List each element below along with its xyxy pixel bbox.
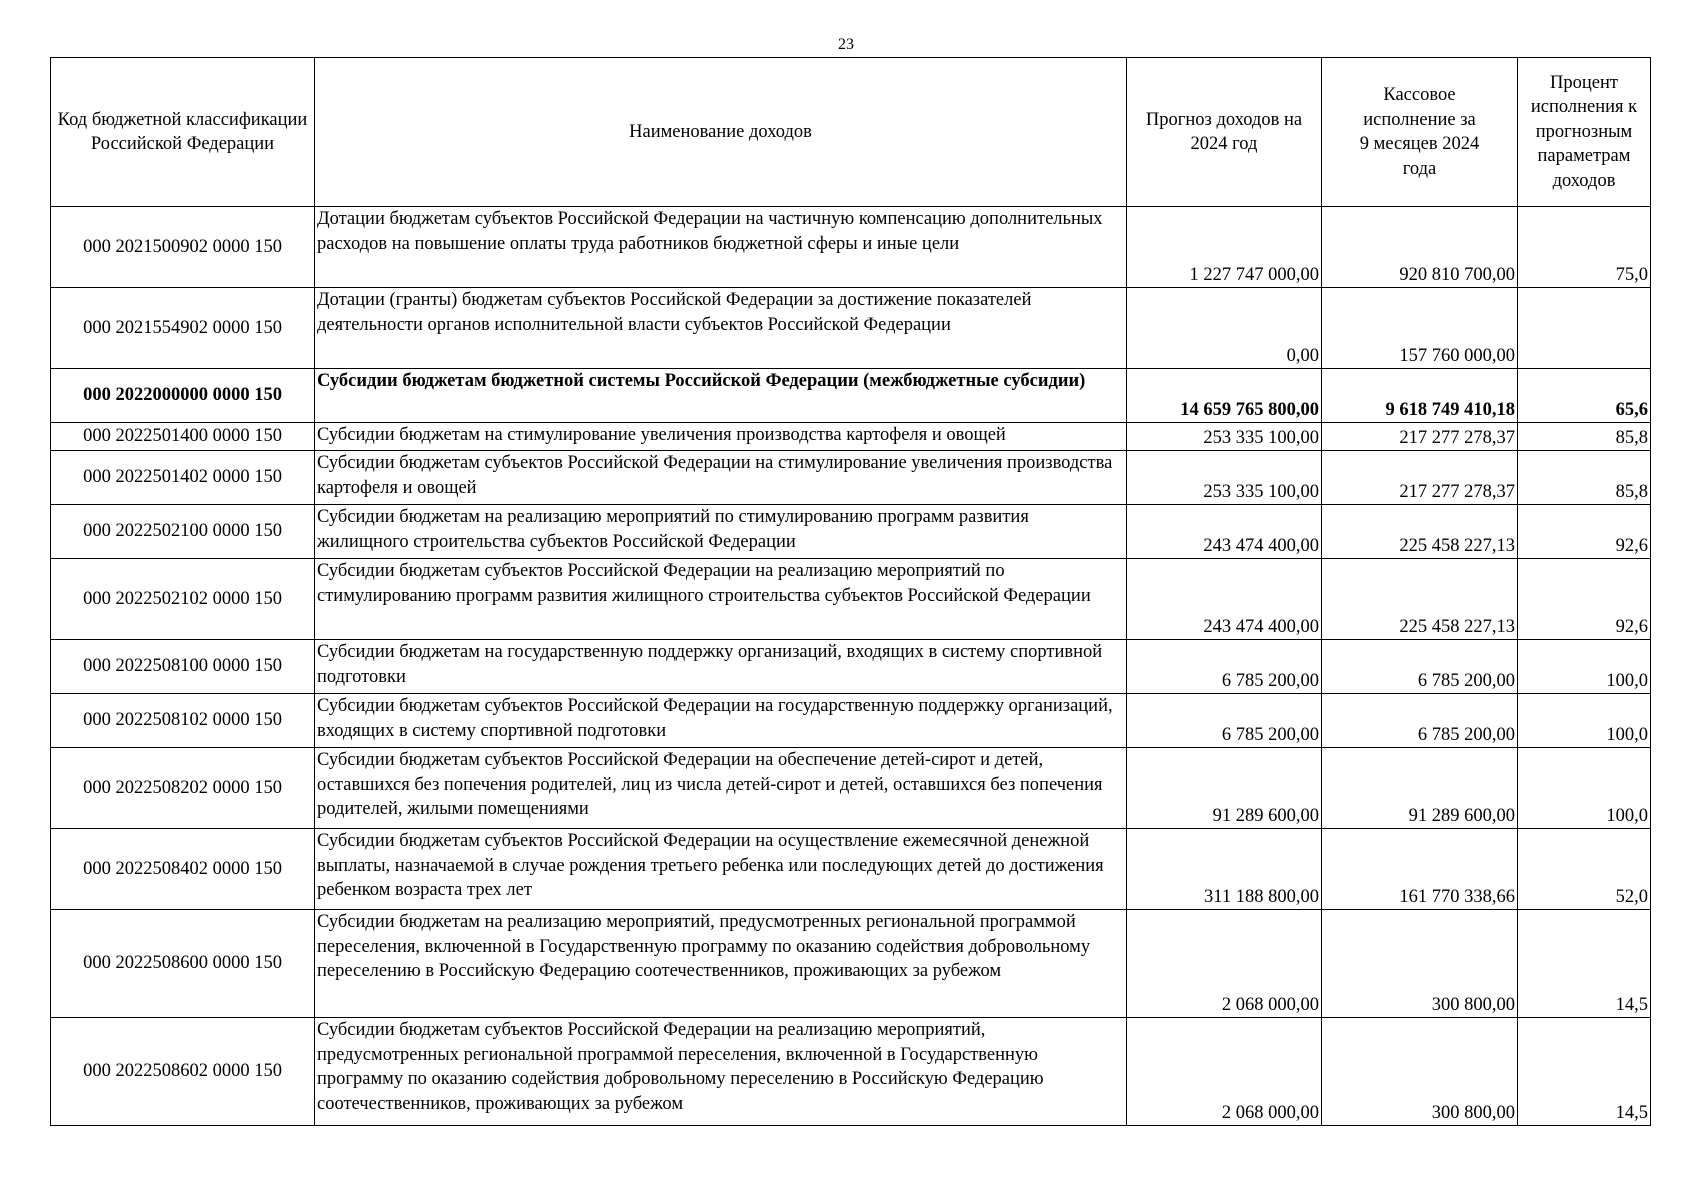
percent-cell: 75,0 xyxy=(1518,207,1651,288)
table-row xyxy=(51,910,1651,1018)
table-row xyxy=(51,288,1651,369)
percent-cell: 100,0 xyxy=(1518,640,1651,694)
header-name: Наименование доходов xyxy=(315,58,1127,207)
revenue-table xyxy=(50,57,1651,1126)
revenue-name-cell: Субсидии бюджетам бюджетной системы Российской Федерации (межбюджетные субсидии) xyxy=(315,369,1127,423)
percent-cell: 92,6 xyxy=(1518,559,1651,640)
header-row xyxy=(51,58,1651,207)
forecast-cell: 311 188 800,00 xyxy=(1127,829,1322,910)
table-row xyxy=(51,748,1651,829)
revenue-name-cell: Субсидии бюджетам субъектов Российской Федерации на реализацию мероприятий по стимулированию программ развития жилищного строительства субъектов Российской Федерации xyxy=(315,559,1127,640)
revenue-name-cell: Субсидии бюджетам субъектов Российской Федерации на стимулирование увеличения производства картофеля и овощей xyxy=(315,451,1127,505)
header-forecast: Прогноз доходов на 2024 год xyxy=(1127,58,1322,207)
execution-cell: 91 289 600,00 xyxy=(1322,748,1518,829)
revenue-name-cell: Субсидии бюджетам на стимулирование увеличения производства картофеля и овощей xyxy=(315,423,1127,451)
budget-code-cell: 000 2022508102 0000 150 xyxy=(51,694,315,748)
forecast-cell: 253 335 100,00 xyxy=(1127,423,1322,451)
forecast-cell: 91 289 600,00 xyxy=(1127,748,1322,829)
table-body xyxy=(51,207,1651,1126)
execution-cell: 6 785 200,00 xyxy=(1322,694,1518,748)
forecast-cell: 2 068 000,00 xyxy=(1127,1018,1322,1126)
execution-cell: 300 800,00 xyxy=(1322,910,1518,1018)
percent-cell: 14,5 xyxy=(1518,910,1651,1018)
percent-cell: 85,8 xyxy=(1518,423,1651,451)
execution-cell: 6 785 200,00 xyxy=(1322,640,1518,694)
table-row xyxy=(51,559,1651,640)
budget-code-cell: 000 2022501400 0000 150 xyxy=(51,423,315,451)
budget-code-cell: 000 2022501402 0000 150 xyxy=(51,451,315,505)
budget-code-cell: 000 2022508600 0000 150 xyxy=(51,910,315,1018)
percent-cell: 85,8 xyxy=(1518,451,1651,505)
execution-cell: 225 458 227,13 xyxy=(1322,505,1518,559)
forecast-cell: 253 335 100,00 xyxy=(1127,451,1322,505)
budget-code-cell: 000 2022000000 0000 150 xyxy=(51,369,315,423)
percent-cell: 100,0 xyxy=(1518,694,1651,748)
forecast-cell: 1 227 747 000,00 xyxy=(1127,207,1322,288)
execution-cell: 9 618 749 410,18 xyxy=(1322,369,1518,423)
budget-code-cell: 000 2022508100 0000 150 xyxy=(51,640,315,694)
budget-code-cell: 000 2022502102 0000 150 xyxy=(51,559,315,640)
forecast-cell: 2 068 000,00 xyxy=(1127,910,1322,1018)
revenue-name-cell: Субсидии бюджетам субъектов Российской Федерации на государственную поддержку организаций, входящих в систему спортивной подготовки xyxy=(315,694,1127,748)
revenue-name-cell: Субсидии бюджетам на реализацию мероприятий по стимулированию программ развития жилищного строительства субъектов Российской Федерации xyxy=(315,505,1127,559)
forecast-cell: 243 474 400,00 xyxy=(1127,505,1322,559)
forecast-cell: 14 659 765 800,00 xyxy=(1127,369,1322,423)
table-row xyxy=(51,369,1651,423)
revenue-name-cell: Дотации (гранты) бюджетам субъектов Российской Федерации за достижение показателей деятельности органов исполнительной власти субъектов Российской Федерации xyxy=(315,288,1127,369)
percent-cell xyxy=(1518,288,1651,369)
table-row xyxy=(51,1018,1651,1126)
execution-cell: 217 277 278,37 xyxy=(1322,451,1518,505)
budget-code-cell: 000 2021554902 0000 150 xyxy=(51,288,315,369)
table-row xyxy=(51,694,1651,748)
percent-cell: 65,6 xyxy=(1518,369,1651,423)
table-row xyxy=(51,505,1651,559)
budget-code-cell: 000 2022502100 0000 150 xyxy=(51,505,315,559)
execution-cell: 920 810 700,00 xyxy=(1322,207,1518,288)
header-code: Код бюджетной классификации Российской Федерации xyxy=(51,58,315,207)
table-row xyxy=(51,829,1651,910)
execution-cell: 300 800,00 xyxy=(1322,1018,1518,1126)
budget-code-cell: 000 2022508602 0000 150 xyxy=(51,1018,315,1126)
execution-cell: 225 458 227,13 xyxy=(1322,559,1518,640)
revenue-name-cell: Субсидии бюджетам на реализацию мероприятий, предусмотренных региональной программой переселения, включенной в Государственную программу по оказанию содействия добровольному переселению в Российскую Федерацию соотечественников, проживающих за рубежом xyxy=(315,910,1127,1018)
header-execution: Кассовое исполнение за 9 месяцев 2024 года xyxy=(1322,58,1518,207)
forecast-cell: 243 474 400,00 xyxy=(1127,559,1322,640)
forecast-cell: 6 785 200,00 xyxy=(1127,694,1322,748)
budget-code-cell: 000 2022508202 0000 150 xyxy=(51,748,315,829)
revenue-name-cell: Субсидии бюджетам субъектов Российской Федерации на обеспечение детей-сирот и детей, оставшихся без попечения родителей, лиц из числа детей-сирот и детей, оставшихся без попечения родителей, жилыми помещениями xyxy=(315,748,1127,829)
revenue-name-cell: Дотации бюджетам субъектов Российской Федерации на частичную компенсацию дополнительных расходов на повышение оплаты труда работников бюджетной сферы и иные цели xyxy=(315,207,1127,288)
percent-cell: 14,5 xyxy=(1518,1018,1651,1126)
percent-cell: 100,0 xyxy=(1518,748,1651,829)
revenue-name-cell: Субсидии бюджетам субъектов Российской Федерации на реализацию мероприятий, предусмотренных региональной программой переселения, включенной в Государственную программу по оказанию содействия добровольному переселению в Российскую Федерацию соотечественников, проживающих за рубежом xyxy=(315,1018,1127,1126)
budget-code-cell: 000 2022508402 0000 150 xyxy=(51,829,315,910)
revenue-name-cell: Субсидии бюджетам на государственную поддержку организаций, входящих в систему спортивной подготовки xyxy=(315,640,1127,694)
page-number: 23 xyxy=(838,36,854,53)
percent-cell: 52,0 xyxy=(1518,829,1651,910)
table-row xyxy=(51,207,1651,288)
percent-cell: 92,6 xyxy=(1518,505,1651,559)
execution-cell: 161 770 338,66 xyxy=(1322,829,1518,910)
table-row xyxy=(51,640,1651,694)
forecast-cell: 6 785 200,00 xyxy=(1127,640,1322,694)
revenue-name-cell: Субсидии бюджетам субъектов Российской Федерации на осуществление ежемесячной денежной выплаты, назначаемой в случае рождения третьего ребенка или последующих детей до достижения ребенком возраста трех лет xyxy=(315,829,1127,910)
execution-cell: 157 760 000,00 xyxy=(1322,288,1518,369)
header-percent: Процент исполнения к прогнозным параметрам доходов xyxy=(1518,58,1651,207)
table-row xyxy=(51,451,1651,505)
table-row xyxy=(51,423,1651,451)
budget-code-cell: 000 2021500902 0000 150 xyxy=(51,207,315,288)
execution-cell: 217 277 278,37 xyxy=(1322,423,1518,451)
forecast-cell: 0,00 xyxy=(1127,288,1322,369)
